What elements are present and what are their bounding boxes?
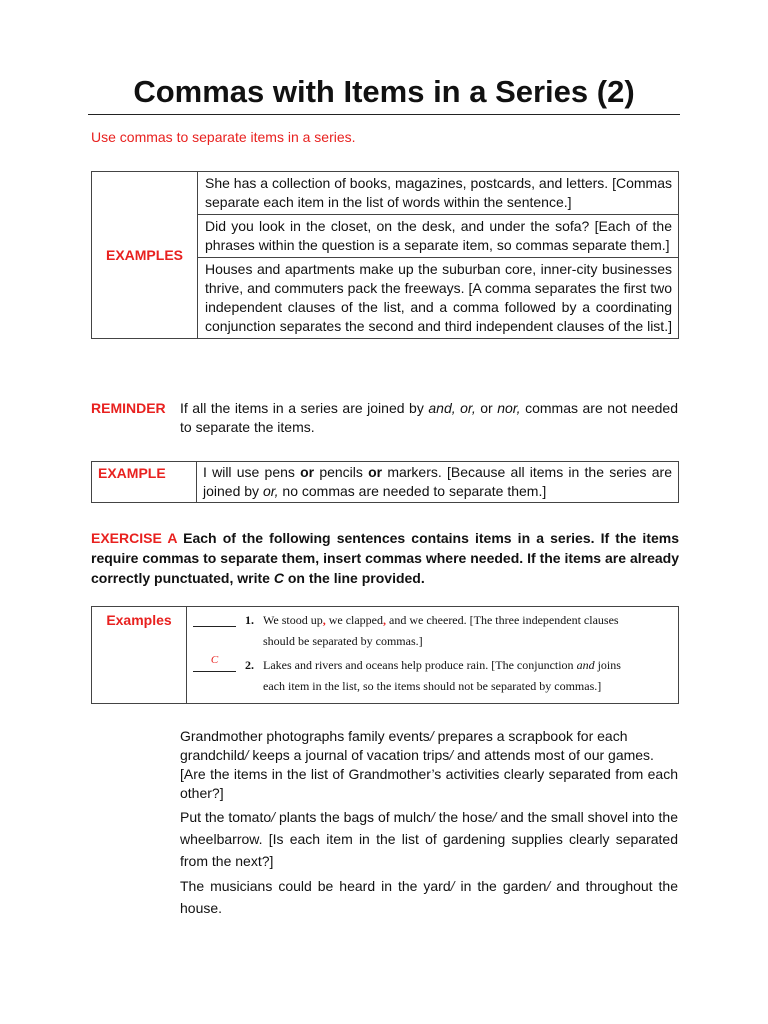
example-text: I will use pens or pencils or markers. [Because all items in the series are joined by or, no commas are needed to separate them.] xyxy=(197,462,679,503)
exercise-item: Put the tomato/ plants the bags of mulch/ the hose/ and the small shovel into the wheelbarrow. [Is each item in the list of gardening supplies clearly separated from the next?] xyxy=(180,809,678,869)
insert-mark: / xyxy=(244,747,249,763)
example-row: Did you look in the closet, on the desk, and under the sofa? [Each of the phrases within the question is a separate item, so commas separate them.] xyxy=(198,215,679,258)
insert-mark: / xyxy=(449,747,454,763)
insert-mark: / xyxy=(546,878,551,894)
examples-label: EXAMPLES xyxy=(92,172,198,339)
page-title: Commas with Items in a Series (2) xyxy=(88,72,680,115)
example-label: EXAMPLE xyxy=(92,462,197,503)
example-box xyxy=(91,461,679,503)
insert-mark: / xyxy=(430,809,435,825)
insert-mark: / xyxy=(492,809,497,825)
reminder-label: REMINDER xyxy=(91,400,166,416)
exercise-examples-box xyxy=(91,606,679,704)
exercise-example-2: C 2. Lakes and rivers and oceans help produce rain. [The conjunction and joins each item in the list, so the items should not be separated by commas.] xyxy=(193,656,672,697)
exercise-example-1: 1. We stood up, we clapped, and we cheered. [The three independent clauses should be separated by commas.] xyxy=(193,611,672,652)
answer-c: C xyxy=(210,654,219,666)
exercise-items xyxy=(180,727,678,922)
example-row: She has a collection of books, magazines, postcards, and letters. [Commas separate each item in the list of words within the sentence.] xyxy=(198,172,679,215)
exercise-item: The musicians could be heard in the yard/ in the garden/ and throughout the house. xyxy=(180,878,679,916)
exercise-instructions: EXERCISE A Each of the following sentences contains items in a series. If the items require commas to separate them, insert commas where needed. If the items are already correctly punctuated, write C on the line provided. xyxy=(91,530,680,586)
exercise-examples-label: Examples xyxy=(92,607,187,704)
answer-line xyxy=(193,656,236,672)
exercise-examples xyxy=(187,607,679,704)
intro-instruction: Use commas to separate items in a series. xyxy=(91,129,356,145)
insert-mark: / xyxy=(450,878,455,894)
reminder-text: If all the items in a series are joined by and, or, or nor, commas are not needed to separate the items. xyxy=(180,400,678,435)
exercise-item: Grandmother photographs family events/ prepares a scrapbook for each grandchild/ keeps a journal of vacation trips/ and attends most of our games. [Are the items in the list of Grandmother’s activities clearly separated from each other?] xyxy=(180,728,678,801)
examples-table xyxy=(91,171,679,339)
example-row: Houses and apartments make up the suburban core, inner-city businesses thrive, and commuters pack the freeways. [A comma separates the first two independent clauses of the list, and a comma followed by a coordinating conjunction separates the second and third independent clauses of the list.] xyxy=(198,258,679,339)
insert-mark: / xyxy=(429,728,434,744)
answer-line xyxy=(193,611,236,627)
insert-mark: / xyxy=(271,809,276,825)
